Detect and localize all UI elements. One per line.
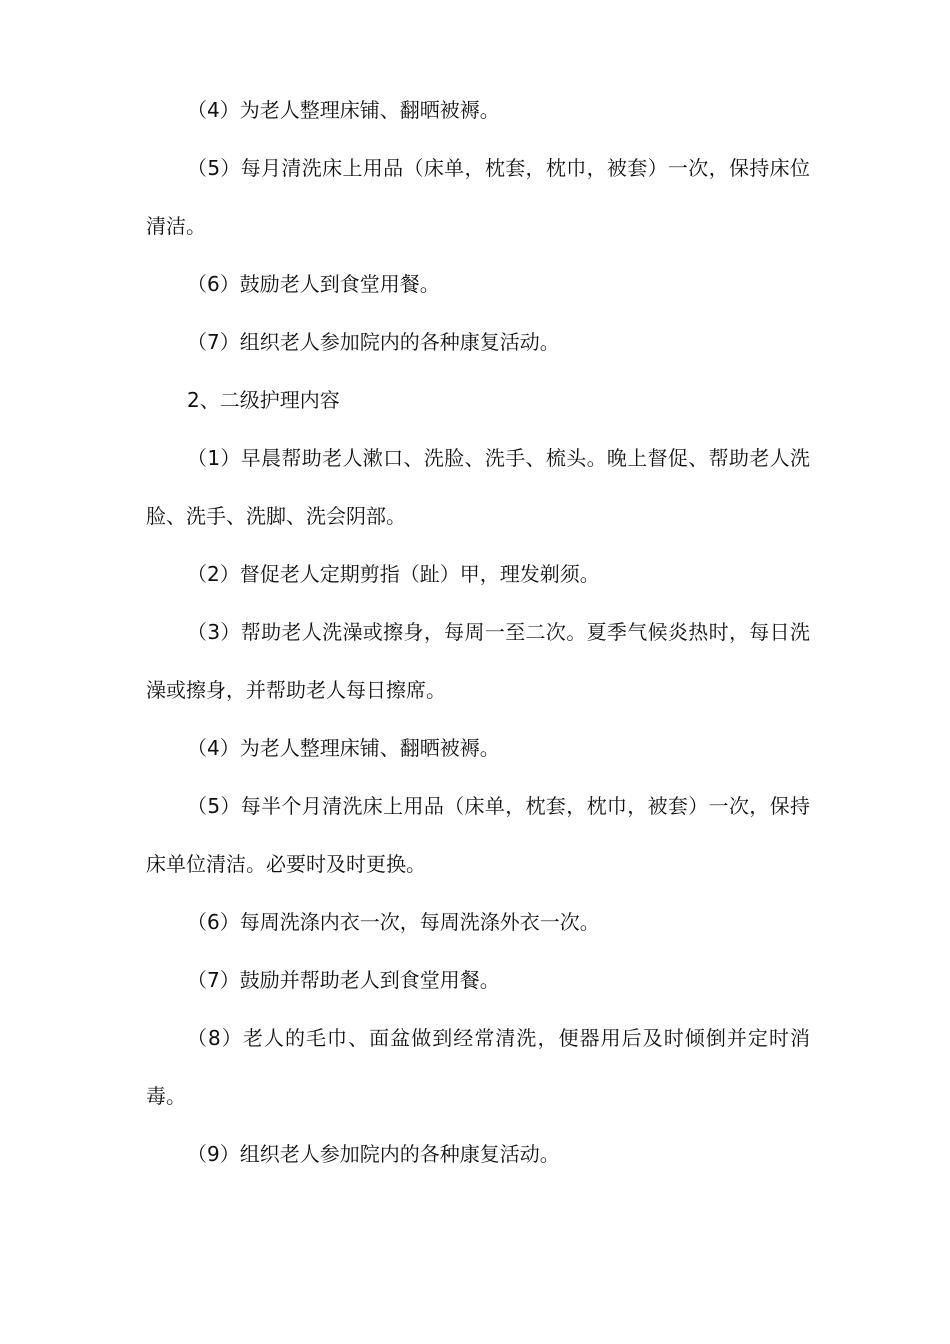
paragraph: （7）组织老人参加院内的各种康复活动。 [187, 330, 560, 354]
paragraph: （9）组织老人参加院内的各种康复活动。 [187, 1142, 560, 1166]
paragraph: （4）为老人整理床铺、翻晒被褥。 [187, 98, 500, 122]
paragraph: （2）督促老人定期剪指（趾）甲，理发剃须。 [187, 562, 600, 586]
paragraph: （6）每周洗涤内衣一次，每周洗涤外衣一次。 [187, 910, 600, 934]
paragraph: （1）早晨帮助老人漱口、洗脸、洗手、梳头。晚上督促、帮助老人洗脸、洗手、洗脚、洗会阴部。 [146, 446, 810, 528]
paragraph: （5）每半个月清洗床上用品（床单，枕套，枕巾，被套）一次，保持床单位清洁。必要时及时更换。 [146, 794, 810, 876]
paragraph: （7）鼓励并帮助老人到食堂用餐。 [187, 968, 500, 992]
paragraph: （3）帮助老人洗澡或擦身，每周一至二次。夏季气候炎热时，每日洗澡或擦身，并帮助老人每日擦席。 [146, 620, 810, 702]
paragraph: （5）每月清洗床上用品（床单，枕套，枕巾，被套）一次，保持床位清洁。 [146, 156, 810, 238]
paragraph: （6）鼓励老人到食堂用餐。 [187, 272, 440, 296]
section-heading: 2、二级护理内容 [187, 388, 340, 412]
paragraph: （4）为老人整理床铺、翻晒被褥。 [187, 736, 500, 760]
paragraph: （8）老人的毛巾、面盆做到经常清洗，便器用后及时倾倒并定时消毒。 [146, 1026, 810, 1108]
